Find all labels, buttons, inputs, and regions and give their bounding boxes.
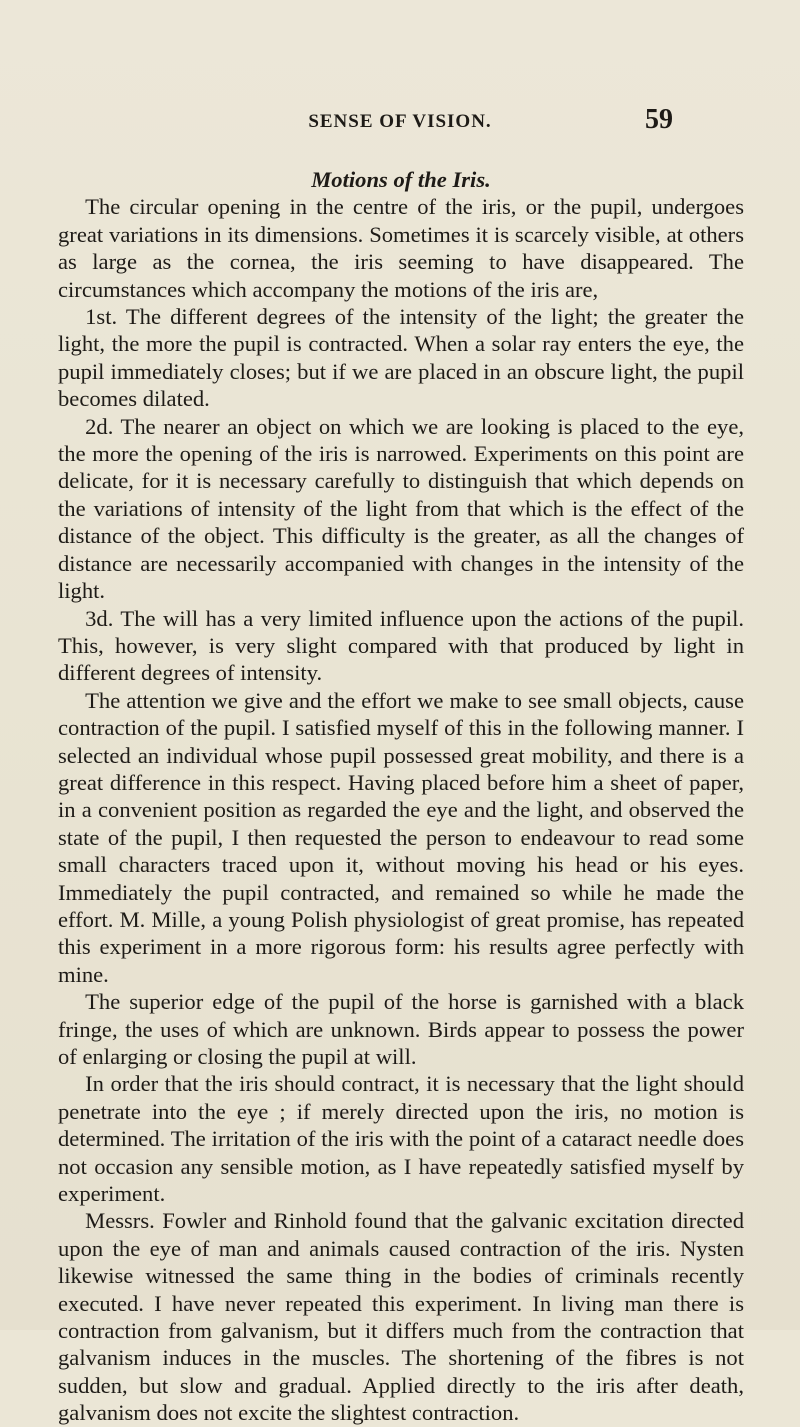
paragraph: Messrs. Fowler and Rinhold found that the galvanic excitation directed upon the eye of man and animals caused contraction of the iris. Nysten likewise witnessed the same thing in the bodies of criminals recently executed. I have never repeated this experiment. In living man there is contraction from galvanism, but it differs much from the contraction that galvanism induces in the muscles. The shortening of the fibres is not sudden, but slow and gradual. Applied directly to the iris after death, galvanism does not excite the slightest contraction. (58, 1208, 744, 1426)
running-title: SENSE OF VISION. (308, 111, 492, 132)
section-title: Motions of the Iris. (311, 167, 491, 192)
paragraph: The attention we give and the effort we make to see small objects, cause contraction of the pupil. I satisfied myself of this in the following manner. I selected an individual whose pupil possessed great mobility, and there is a great difference in this respect. Having placed before him a sheet of paper, in a convenient position as regarded the eye and the light, and observed the state of the pupil, I then requested the person to endeavour to read some small characters traced upon it, without moving his head or his eyes. Immediately the pupil contracted, and remained so while he made the effort. M. Mille, a young Polish physiologist of great promise, has repeated this experiment in a more rigorous form: his results agree perfectly with mine. (58, 687, 744, 987)
body-text (58, 166, 744, 1427)
running-head (0, 103, 800, 133)
paragraph: 2d. The nearer an object on which we are looking is placed to the eye, the more the opening of the iris is narrowed. Experiments on this point are delicate, for it is necessary carefully to distinguish that which depends on the variations of intensity of the light from that which is the effect of the distance of the object. This difficulty is the greater, as all the changes of distance are necessarily accompanied with changes in the intensity of the light. (58, 413, 744, 604)
paragraph: The circular opening in the centre of the iris, or the pupil, undergoes great variations in its dimensions. Sometimes it is scarcely visible, at others as large as the cornea, the iris seeming to have disappeared. The circumstances which accompany the motions of the iris are, (58, 194, 744, 302)
paragraph: 1st. The different degrees of the intensity of the light; the greater the light, the more the pupil is contracted. When a solar ray enters the eye, the pupil immediately closes; but if we are placed in an obscure light, the pupil becomes dilated. (58, 304, 744, 412)
paragraph: In order that the iris should contract, it is necessary that the light should penetrate into the eye ; if merely directed upon the iris, no motion is determined. The irritation of the iris with the point of a cataract needle does not occasion any sensible motion, as I have repeatedly satisfied myself by experiment. (58, 1071, 744, 1207)
page-number: 59 (645, 104, 673, 135)
paragraph: 3d. The will has a very limited influence upon the actions of the pupil. This, however, is very slight compared with that produced by light in different degrees of intensity. (58, 605, 744, 686)
paragraph: The superior edge of the pupil of the horse is garnished with a black fringe, the uses of which are unknown. Birds appear to possess the power of enlarging or closing the pupil at will. (58, 989, 744, 1069)
